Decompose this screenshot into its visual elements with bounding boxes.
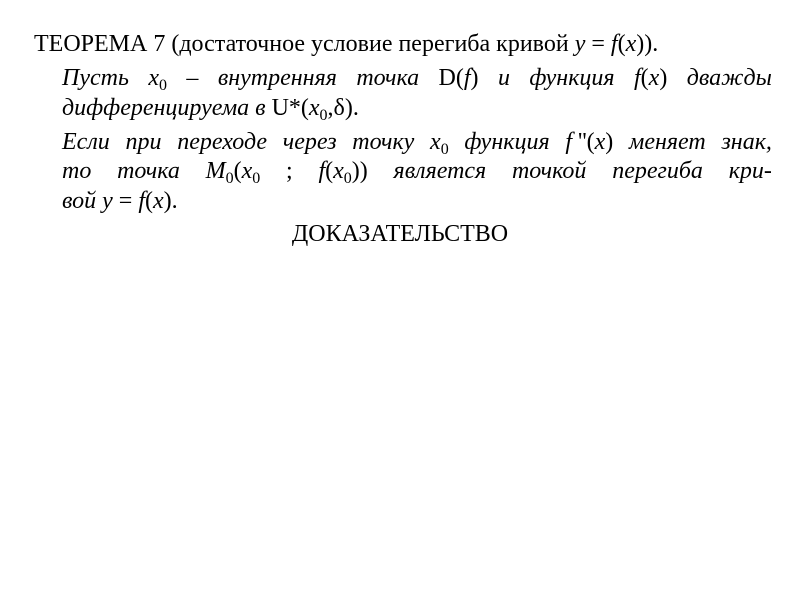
word: то <box>62 158 92 184</box>
word: знак, <box>721 129 772 155</box>
word: точка <box>356 65 420 91</box>
word: при <box>125 129 162 155</box>
word: точка <box>117 158 180 184</box>
word: $x_0$ <box>430 129 449 158</box>
word: функция <box>529 65 615 91</box>
theorem-conclusion-line-3: вой y = f(x). <box>62 188 178 214</box>
word: точку <box>352 129 415 155</box>
theorem-hypothesis-line-1 <box>62 64 772 92</box>
word: внутренняя <box>217 65 337 91</box>
math-eq: = <box>585 31 611 57</box>
word: является <box>393 158 487 184</box>
math-paren-close: )). <box>636 31 659 57</box>
word: перегиба <box>612 158 703 184</box>
theorem-conclusion-line-2 <box>62 157 772 185</box>
word: $x_0$ <box>148 65 167 94</box>
word: точкой <box>511 158 587 184</box>
word: $M_0(x_0$ <box>205 158 261 187</box>
word: дважды <box>686 65 772 91</box>
word: D(f) <box>438 65 479 91</box>
word: кри- <box>728 158 772 184</box>
word: переходе <box>177 129 268 155</box>
math-paren: ( <box>617 31 626 57</box>
theorem-title <box>34 30 658 58</box>
word: ; <box>286 158 293 184</box>
word: и <box>497 65 510 91</box>
word: Если <box>62 129 110 155</box>
theorem-hypothesis-line-2: дифференцируема в $U*(x_0,\delta)$. <box>62 95 359 124</box>
theorem-conclusion-line-1 <box>62 128 772 156</box>
word: f(x) <box>634 65 668 91</box>
math-f: f <box>610 31 618 57</box>
math-y: y <box>574 31 586 57</box>
math-x: x <box>625 31 637 57</box>
theorem-label: ТЕОРЕМА 7 (достаточное условие перегиба кривой <box>34 31 569 57</box>
proof-heading: ДОКАЗАТЕЛЬСТВО <box>291 221 509 247</box>
word: через <box>282 129 337 155</box>
word: меняет <box>629 129 706 155</box>
word: f ''(x) <box>565 129 614 155</box>
word: – <box>186 65 199 91</box>
word: функция <box>464 129 550 155</box>
word: $f(x_0)$) <box>318 158 368 187</box>
word: Пусть <box>62 65 129 91</box>
